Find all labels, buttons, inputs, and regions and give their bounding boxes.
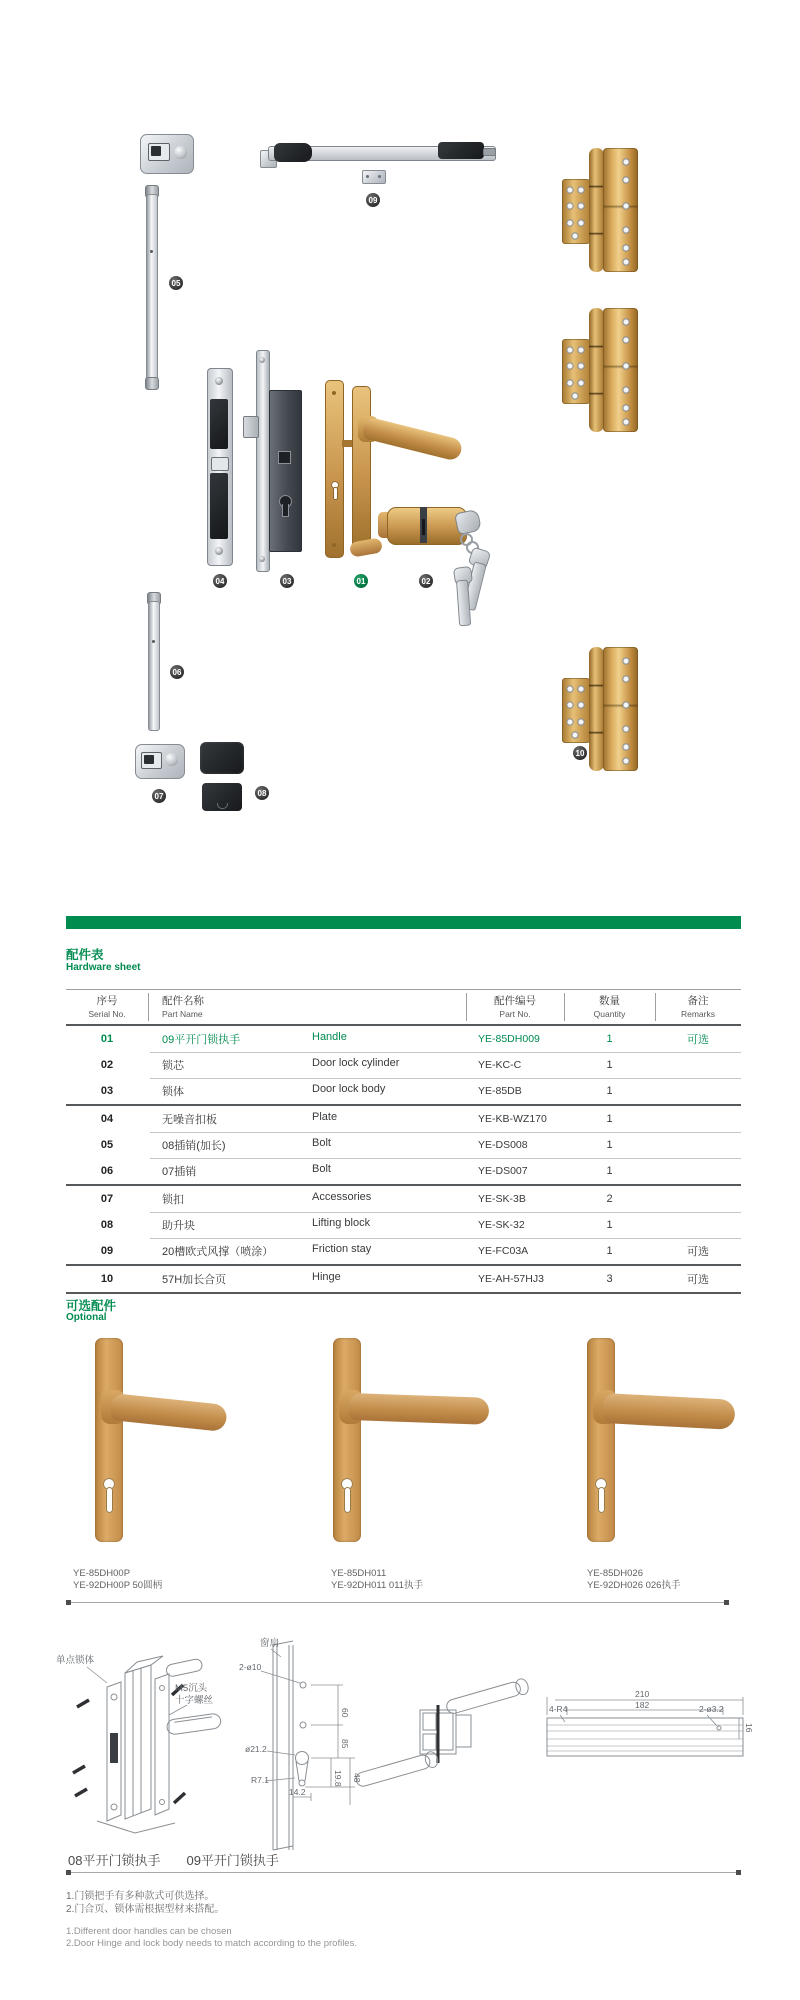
gasket-plate-illustration	[200, 742, 244, 774]
col-name-cn: 配件名称	[162, 995, 204, 1007]
lock-cylinder-02-illustration	[378, 505, 508, 630]
col-serial-en: Serial No.	[88, 1009, 126, 1019]
part-badge-01: 01	[354, 574, 368, 588]
col-serial-cn: 序号	[96, 995, 118, 1007]
dim-14-2: 14.2	[289, 1787, 306, 1797]
optional-handle-1	[95, 1338, 265, 1548]
table-row: 02 锁芯 Door lock cylinder YE-KC-C 1	[66, 1052, 741, 1078]
part-badge-09: 09	[366, 193, 380, 207]
table-row: 09 20槽欧式风撑（喷涂） Friction stay YE-FC03A 1 可选	[66, 1238, 741, 1266]
catch-07-illustration	[135, 744, 185, 779]
friction-stay-clamp	[438, 142, 484, 159]
dim-60: 60	[340, 1708, 350, 1718]
notes-chinese: 1.门锁把手有多种款式可供选择。 2.门合页、锁体需根据型材来搭配。	[66, 1891, 225, 1915]
optional-handle-3-label: YE-85DH026 YE-92DH026 026执手	[587, 1568, 681, 1591]
dim-d21-2: ø21.2	[245, 1744, 267, 1754]
label-single-point-lock: 单点锁体	[56, 1655, 95, 1666]
col-partno-en: Part No.	[499, 1009, 531, 1019]
table-header	[66, 989, 741, 1026]
friction-stay-plate	[362, 170, 386, 184]
hinge-illustration-1	[562, 148, 638, 272]
part-badge-03: 03	[280, 574, 294, 588]
hardware-sheet-table	[66, 989, 741, 1294]
dim-2xd10: 2-ø10	[239, 1662, 262, 1672]
dim-182: 182	[635, 1700, 650, 1710]
friction-stay-pin	[483, 148, 496, 156]
col-name-en: Part Name	[162, 1009, 203, 1019]
col-remarks-en: Remarks	[680, 1009, 715, 1019]
label-sash: 窗扇	[260, 1638, 280, 1649]
col-remarks-cn: 备注	[687, 995, 709, 1007]
bolt-rod-06-illustration	[148, 601, 160, 731]
dim-4-r4: 4-R4	[549, 1704, 568, 1714]
optional-handle-1-label: YE-85DH00P YE-92DH00P 50圆柄	[73, 1568, 163, 1591]
table-row: 10 57H加长合页 Hinge YE-AH-57HJ3 3 可选	[66, 1266, 741, 1294]
keeper-box-illustration	[140, 134, 194, 174]
part-badge-02: 02	[419, 574, 433, 588]
exploded-diagram	[0, 0, 800, 830]
table-row: 03 锁体 Door lock body YE-85DB 1	[66, 1078, 741, 1106]
optional-handle-2	[333, 1338, 503, 1548]
sheet-title-cn: 配件表	[66, 948, 104, 962]
hinge-illustration-2	[562, 308, 638, 432]
part-badge-07: 07	[152, 789, 166, 803]
bolt-rod-05-illustration	[146, 194, 158, 382]
friction-stay-handle	[274, 143, 312, 162]
table-row: 04 无噪音扣板 Plate YE-KB-WZ170 1	[66, 1106, 741, 1132]
dim-19-8: 19.8	[333, 1770, 343, 1787]
notes-divider	[67, 1872, 738, 1873]
drawings-caption: 08平开门锁执手 09平开门锁执手	[68, 1853, 279, 1868]
table-body	[66, 1026, 741, 1294]
part-badge-05: 05	[169, 276, 183, 290]
optional-title-cn: 可选配件	[66, 1299, 117, 1313]
col-qty-en: Quantity	[593, 1009, 626, 1019]
bolt-rod-bottom-cap	[145, 377, 159, 390]
green-section-bar	[66, 916, 741, 929]
table-row: 01 09平开门锁执手 Handle YE-85DH009 1 可选	[66, 1026, 741, 1052]
label-m5-screw-2: 十字螺丝	[175, 1695, 214, 1706]
dim-r7-1: R7.1	[251, 1775, 269, 1785]
col-qty-cn: 数量	[599, 995, 620, 1007]
dim-2xd3-2: 2-ø3.2	[699, 1704, 724, 1714]
table-row: 05 08插销(加长) Bolt YE-DS008 1	[66, 1132, 741, 1158]
notes-english: 1.Different door handles can be chosen 2.Door Hinge and lock body needs to match according to the profiles.	[66, 1926, 357, 1949]
table-row: 08 助升块 Lifting block YE-SK-32 1	[66, 1212, 741, 1238]
part-badge-06: 06	[170, 665, 184, 679]
label-m5-screw-1: M5沉头	[175, 1683, 208, 1694]
sheet-title-en: Hardware sheet	[66, 962, 141, 973]
part-badge-04: 04	[213, 574, 227, 588]
dim-210: 210	[635, 1689, 650, 1699]
dim-16: 16	[744, 1723, 754, 1733]
lock-body-03-illustration	[256, 350, 306, 572]
optional-handle-3	[587, 1338, 757, 1548]
dim-48: 48	[352, 1773, 362, 1783]
dim-85: 85	[340, 1739, 350, 1749]
optional-title-en: Optional	[66, 1312, 107, 1323]
lifting-block-08-illustration	[202, 783, 242, 811]
table-row: 06 07插销 Bolt YE-DS007 1	[66, 1158, 741, 1186]
drawings-divider	[67, 1602, 728, 1603]
strike-plate-04-illustration	[207, 368, 233, 566]
optional-handle-2-label: YE-85DH011 YE-92DH011 011执手	[331, 1568, 424, 1591]
col-partno-cn: 配件编号	[494, 995, 536, 1007]
part-badge-10: 10	[573, 746, 587, 760]
table-row: 07 锁扣 Accessories YE-SK-3B 2	[66, 1186, 741, 1212]
technical-drawings	[55, 1615, 754, 1855]
part-badge-08: 08	[255, 786, 269, 800]
